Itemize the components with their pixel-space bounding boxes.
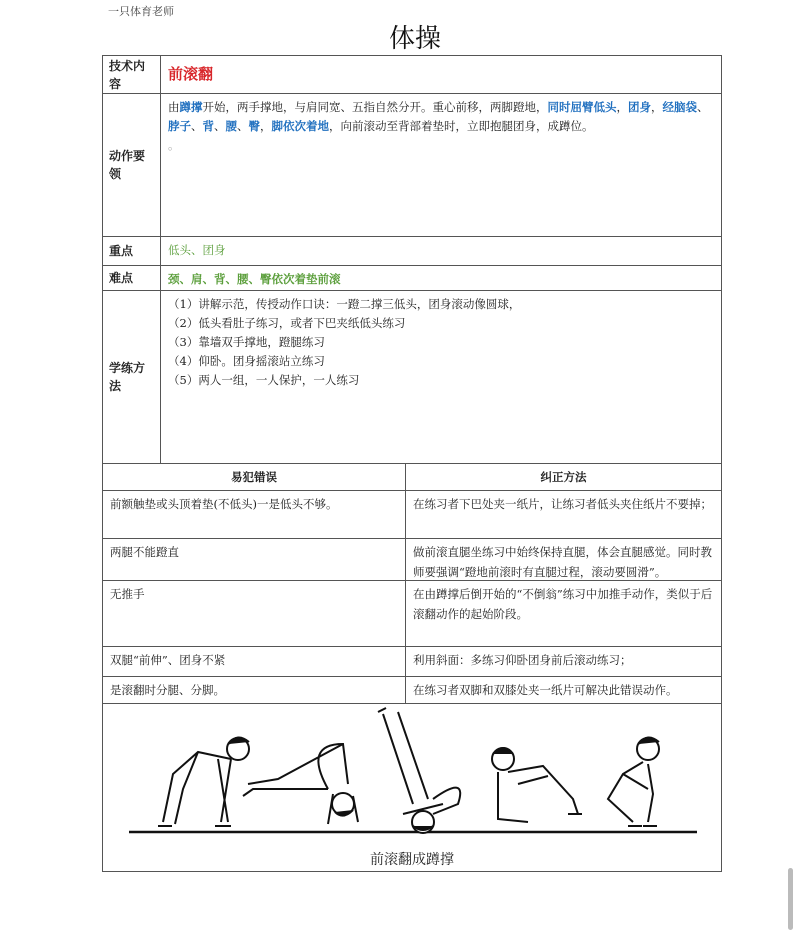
correction-cell: 利用斜面：多练习仰卧团身前后滚动练习；: [413, 653, 632, 667]
action-text: [168, 100, 709, 133]
method-item: （3）靠墙双手撑地，蹬腿练习: [168, 334, 325, 349]
difficulty-value: 颈、肩、背、腰、臀依次着垫前滚: [168, 272, 341, 286]
method-row: [103, 291, 721, 464]
correction-cell: 在练习者下巴处夹一纸片，让练习者低头夹住纸片不要掉；: [413, 497, 712, 511]
key-point-label: 重点: [103, 237, 161, 265]
error-cell: 无推手: [103, 581, 406, 646]
error-cell: 是滚翻时分腿、分脚。: [103, 677, 406, 703]
error-cell: 两腿不能蹬直: [103, 539, 406, 580]
technique-value: 前滚翻: [168, 65, 214, 84]
figure-roll-back: [378, 708, 460, 833]
action-highlight: 经脑袋: [662, 100, 697, 114]
action-segment: ，向前滚动至背部着垫时，立即抱腿团身，成蹲位。: [329, 118, 594, 133]
errors-header: 易犯错误: [103, 464, 406, 490]
action-segment: 开始，两手撑地，与肩同宽、五指自然分开。重心前移，两脚蹬地，: [202, 100, 548, 114]
action-highlight: 臀: [248, 118, 260, 133]
action-row: [103, 94, 721, 237]
action-segment: ，: [651, 100, 663, 114]
table-row: [103, 539, 721, 581]
action-value: [161, 94, 721, 236]
correction-header: 纠正方法: [540, 470, 587, 484]
action-label: 动作要领: [103, 94, 161, 236]
errors-header-row: [103, 464, 721, 491]
table-row: [103, 581, 721, 647]
correction-cell: 做前滚直腿坐练习中始终保持直腿，体会直腿感觉。同时教师要强调“蹬地前滚时有直腿过程，滚动要圆滑”。: [413, 545, 712, 579]
table-row: [103, 647, 721, 677]
action-highlight: 腰: [225, 118, 237, 133]
correction-cell: 在由蹲撑后倒开始的“不倒翁”练习中加推手动作，类似于后滚翻动作的起始阶段。: [413, 587, 713, 621]
illustration-caption: 前滚翻成蹲撑: [370, 852, 454, 868]
action-highlight: 脚依次着地: [271, 118, 329, 133]
action-highlight: 背: [202, 118, 214, 133]
author-label: 一只体育老师: [108, 5, 174, 18]
action-segment: 、: [697, 100, 709, 114]
action-segment: ，: [616, 100, 628, 114]
figure-squat: [158, 737, 249, 826]
key-point-row: [103, 237, 721, 266]
action-highlight: 蹲撑: [179, 100, 203, 114]
action-highlight: 脖子: [168, 118, 191, 133]
method-label: 学练方法: [103, 291, 161, 463]
correction-cell: 在练习者双脚和双膝处夹一纸片可解决此错误动作。: [413, 683, 678, 697]
error-cell: 双腿“前伸”、团身不紧: [103, 647, 406, 676]
method-item: （5）两人一组，一人保护，一人练习: [168, 372, 360, 387]
error-cell: 前额触垫或头顶着垫(不低头)一是低头不够。: [103, 491, 406, 538]
figure-squat-end: [608, 737, 659, 826]
method-item: （1）讲解示范，传授动作口诀：一蹬二撑三低头，团身滚动像圆球，: [168, 297, 521, 311]
technique-row: [103, 56, 721, 94]
figure-head-down: [243, 744, 358, 824]
technique-label: 技术内容: [103, 56, 161, 93]
page-title: 体操: [388, 24, 441, 54]
figure-tuck: [492, 748, 582, 822]
method-list: [161, 291, 721, 463]
table-row: [103, 677, 721, 704]
action-segment: 、: [214, 118, 226, 133]
difficulty-label: 难点: [103, 266, 161, 290]
forward-roll-figures: [103, 704, 723, 844]
difficulty-row: [103, 266, 721, 291]
action-segment: 、: [191, 118, 203, 133]
action-segment: ，: [260, 118, 272, 133]
method-item: （4）仰卧。团身摇滚站立练习: [168, 353, 325, 368]
key-point-value: 低头、团身: [168, 243, 226, 257]
action-segment: 由: [168, 100, 180, 114]
scrollbar-thumb[interactable]: [788, 868, 793, 930]
table-row: [103, 491, 721, 539]
forward-roll-illustration: [103, 704, 721, 871]
action-highlight: 团身: [628, 100, 651, 114]
lesson-table: [102, 55, 722, 872]
action-trailing: 。: [168, 137, 180, 152]
method-item: （2）低头看肚子练习，或者下巴夹纸低头练习: [168, 315, 406, 330]
action-segment: 、: [237, 118, 249, 133]
action-highlight: 同时屈臂低头: [547, 100, 617, 114]
